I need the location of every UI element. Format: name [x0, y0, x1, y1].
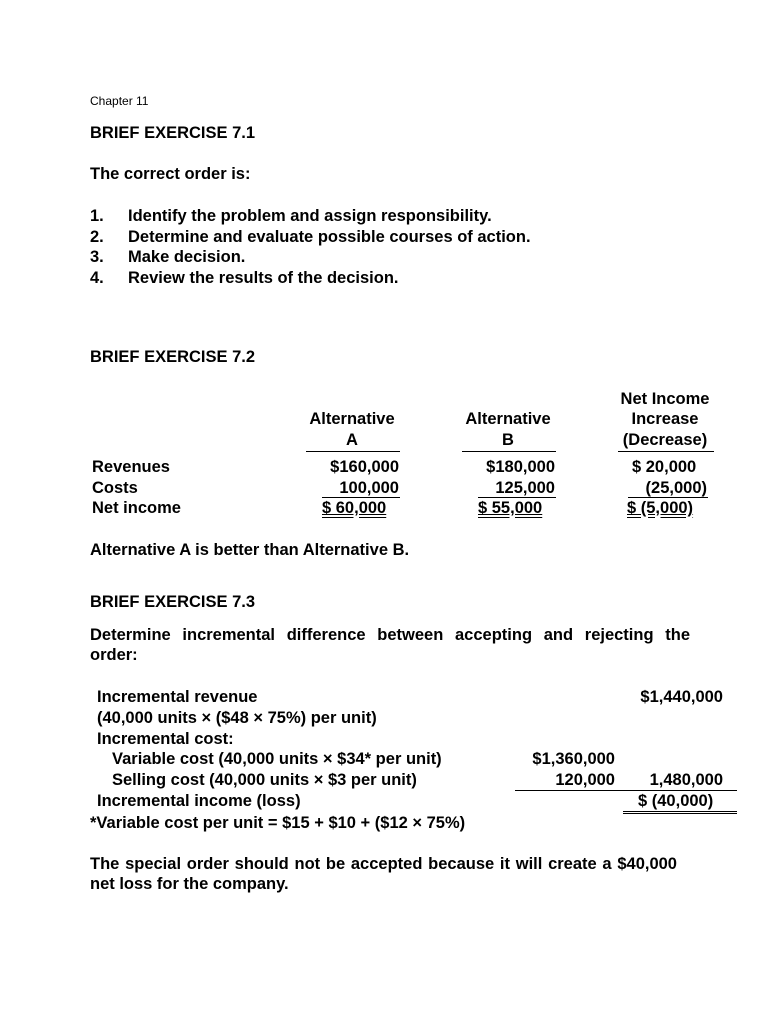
col-b-header-line2: B	[502, 431, 514, 449]
incremental-revenue-label: Incremental revenue	[97, 688, 258, 706]
step-text: Identify the problem and assign responsibility.	[128, 207, 492, 225]
col-a-header-rule	[306, 451, 400, 452]
variable-cost-footnote: *Variable cost per unit = $15 + $10 + ($12 × 75%)	[90, 814, 466, 832]
exercise-71-intro: The correct order is:	[90, 165, 251, 183]
selling-cost-label: Selling cost (40,000 units × $3 per unit)	[112, 771, 417, 789]
col-net-header-line2: Increase	[631, 410, 699, 428]
step-number: 2.	[90, 228, 104, 246]
incremental-revenue-detail: (40,000 units × ($48 × 75%) per unit)	[97, 709, 377, 727]
cell-a-net-income: $ 60,000	[322, 499, 387, 517]
cell-b-revenues: $180,000	[486, 458, 555, 476]
exercise-73-heading: BRIEF EXERCISE 7.3	[90, 593, 256, 611]
cell-net-revenues: $ 20,000	[632, 458, 697, 476]
step-number: 4.	[90, 269, 104, 287]
income-total-rule	[623, 811, 737, 814]
cell-b-net-income: $ 55,000	[478, 499, 543, 517]
row-label-revenues: Revenues	[92, 458, 170, 476]
step-text: Determine and evaluate possible courses of action.	[128, 228, 531, 246]
incremental-income-value: $ (40,000)	[638, 792, 714, 810]
step-number: 3.	[90, 248, 104, 266]
variable-cost-label: Variable cost (40,000 units × $34* per unit)	[112, 750, 442, 768]
step-number: 1.	[90, 207, 104, 225]
col-net-header-line1: Net Income	[620, 390, 710, 408]
exercise-72-heading: BRIEF EXERCISE 7.2	[90, 348, 256, 366]
col-a-header-line1: Alternative	[309, 410, 395, 428]
col-a-header-line2: A	[346, 431, 358, 449]
variable-cost-value: $1,360,000	[532, 750, 615, 768]
chapter-label: Chapter 11	[90, 94, 149, 108]
exercise-73-conclusion: The special order should not be accepted because it will create a $40,000 net loss for the company.	[90, 855, 677, 893]
incremental-income-label: Incremental income (loss)	[97, 792, 301, 810]
col-b-header-rule	[462, 451, 556, 452]
row-label-net-income: Net income	[92, 499, 181, 517]
cell-a-revenues: $160,000	[330, 458, 399, 476]
col-net-header-rule	[618, 451, 714, 452]
step-text: Make decision.	[128, 248, 246, 266]
col-net-header-line3: (Decrease)	[622, 431, 708, 449]
cell-a-costs: 100,000	[339, 479, 399, 497]
selling-cost-value: 120,000	[555, 771, 615, 789]
exercise-73-intro: Determine incremental difference between accepting and rejecting the order:	[90, 626, 690, 664]
incremental-cost-total: 1,480,000	[649, 771, 723, 789]
exercise-72-conclusion: Alternative A is better than Alternative B.	[90, 541, 410, 559]
cell-net-costs: (25,000)	[645, 479, 707, 497]
step-text: Review the results of the decision.	[128, 269, 399, 287]
exercise-71-heading: BRIEF EXERCISE 7.1	[90, 124, 256, 142]
col-b-header-line1: Alternative	[465, 410, 551, 428]
row-label-costs: Costs	[92, 479, 138, 497]
cell-net-net-income: $ (5,000)	[627, 499, 694, 517]
incremental-revenue-value: $1,440,000	[640, 688, 723, 706]
cell-b-costs: 125,000	[495, 479, 555, 497]
incremental-cost-label: Incremental cost:	[97, 730, 234, 748]
